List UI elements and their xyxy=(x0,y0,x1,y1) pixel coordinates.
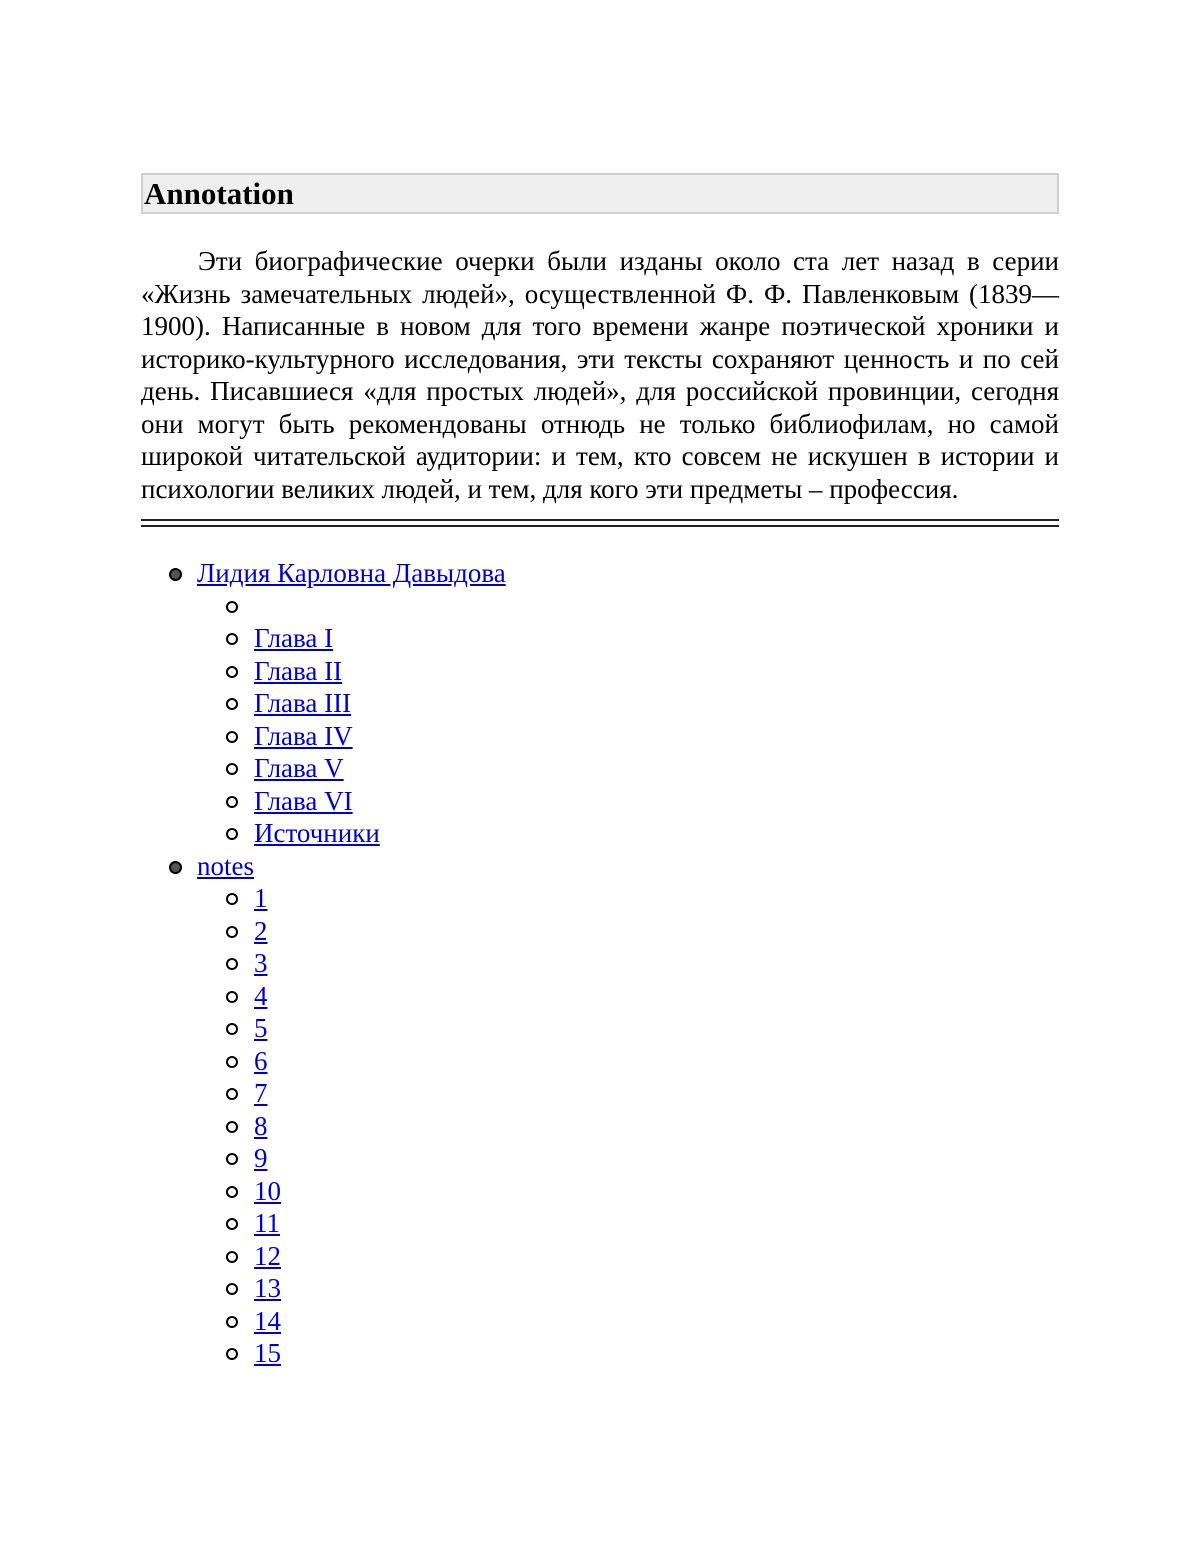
note-link[interactable]: 15 xyxy=(254,1338,281,1368)
circle-bullet-icon xyxy=(226,666,238,678)
circle-bullet-icon xyxy=(226,796,238,808)
toc-subitem xyxy=(197,1305,1059,1338)
circle-bullet-icon xyxy=(226,698,238,710)
toc-subitem xyxy=(197,622,1059,655)
circle-bullet-icon xyxy=(226,991,238,1003)
circle-bullet-icon xyxy=(226,731,238,743)
note-link[interactable]: 7 xyxy=(254,1078,268,1108)
circle-bullet-icon xyxy=(226,1088,238,1100)
note-link[interactable]: 3 xyxy=(254,948,268,978)
toc-subitem xyxy=(197,915,1059,948)
toc-sublink[interactable]: Глава V xyxy=(254,753,344,783)
double-rule-divider xyxy=(141,519,1059,527)
toc-subitem xyxy=(197,785,1059,818)
toc-sublink[interactable]: Глава III xyxy=(254,688,352,718)
toc-sublist xyxy=(197,590,1059,850)
toc-sublink[interactable]: Глава II xyxy=(254,655,343,686)
toc-subitem xyxy=(197,1077,1059,1110)
note-link[interactable]: 10 xyxy=(254,1175,281,1206)
circle-bullet-icon xyxy=(226,633,238,645)
toc-sublink[interactable]: Глава IV xyxy=(254,720,353,751)
note-link[interactable]: 5 xyxy=(254,1013,268,1043)
circle-bullet-icon xyxy=(226,1316,238,1328)
document-page xyxy=(141,173,1059,1370)
toc-subitem xyxy=(197,752,1059,785)
toc-subitem xyxy=(197,1240,1059,1273)
note-link[interactable]: 9 xyxy=(254,1143,268,1173)
toc-link-notes[interactable]: notes xyxy=(197,850,254,881)
circle-bullet-icon xyxy=(226,1218,238,1230)
circle-bullet-icon xyxy=(226,1348,238,1360)
toc-subitem xyxy=(197,687,1059,720)
note-link[interactable]: 2 xyxy=(254,915,268,946)
toc-subitem xyxy=(197,817,1059,850)
note-link[interactable]: 11 xyxy=(254,1208,280,1238)
circle-bullet-icon xyxy=(226,1056,238,1068)
toc-subitem xyxy=(197,1045,1059,1078)
circle-bullet-icon xyxy=(226,958,238,970)
toc-subitem xyxy=(197,1337,1059,1370)
toc-subitem xyxy=(197,590,1059,623)
note-link[interactable]: 6 xyxy=(254,1045,268,1076)
circle-bullet-icon xyxy=(226,763,238,775)
note-link[interactable]: 8 xyxy=(254,1110,268,1141)
circle-bullet-icon xyxy=(226,1283,238,1295)
toc-subitem xyxy=(197,1012,1059,1045)
filled-bullet-icon xyxy=(169,568,182,581)
toc-section xyxy=(141,850,1059,1370)
toc-sublink[interactable]: Источники xyxy=(254,818,380,848)
toc-subitem xyxy=(197,947,1059,980)
circle-bullet-icon xyxy=(226,1121,238,1133)
circle-bullet-icon xyxy=(226,926,238,938)
note-link[interactable]: 13 xyxy=(254,1273,281,1303)
note-link[interactable]: 4 xyxy=(254,980,268,1011)
toc-subitem xyxy=(197,882,1059,915)
annotation-text: Эти биографические очерки были изданы около ста лет назад в серии «Жизнь замечательных людей», осуществленной Ф. Ф. Павленковым (1839—1900). Написанные в новом для того времени жанре поэтической хроники и историко-культурного исследования, эти тексты сохраняют ценность и по сей день. Писавшиеся «для простых людей», для российской провинции, сегодня они могут быть рекомендованы отнюдь не только библиофилам, но самой широкой читательской аудитории: и тем, кто совсем не искушен в истории и психологии великих людей, и тем, для кого эти предметы – профессия. xyxy=(141,246,1059,504)
toc-list xyxy=(141,557,1059,1370)
note-link[interactable]: 12 xyxy=(254,1240,281,1271)
circle-bullet-icon xyxy=(226,601,238,613)
toc-sublink[interactable]: Глава VI xyxy=(254,785,353,816)
circle-bullet-icon xyxy=(226,1023,238,1035)
toc-section xyxy=(141,557,1059,850)
circle-bullet-icon xyxy=(226,828,238,840)
toc-subitem xyxy=(197,980,1059,1013)
toc-subitem xyxy=(197,1175,1059,1208)
table-of-contents xyxy=(141,557,1059,1370)
toc-subitem xyxy=(197,720,1059,753)
toc-sublist xyxy=(197,882,1059,1370)
section-heading: Annotation xyxy=(141,173,1059,214)
note-link[interactable]: 14 xyxy=(254,1305,281,1336)
toc-subitem xyxy=(197,1110,1059,1143)
toc-sublink[interactable]: Глава I xyxy=(254,623,334,653)
circle-bullet-icon xyxy=(226,1186,238,1198)
toc-subitem xyxy=(197,655,1059,688)
toc-subitem xyxy=(197,1207,1059,1240)
toc-subitem xyxy=(197,1272,1059,1305)
note-link[interactable]: 1 xyxy=(254,883,268,913)
filled-bullet-icon xyxy=(169,861,182,874)
toc-subitem xyxy=(197,1142,1059,1175)
circle-bullet-icon xyxy=(226,1153,238,1165)
toc-link-davydova[interactable]: Лидия Карловна Давыдова xyxy=(197,558,506,588)
circle-bullet-icon xyxy=(226,893,238,905)
circle-bullet-icon xyxy=(226,1251,238,1263)
